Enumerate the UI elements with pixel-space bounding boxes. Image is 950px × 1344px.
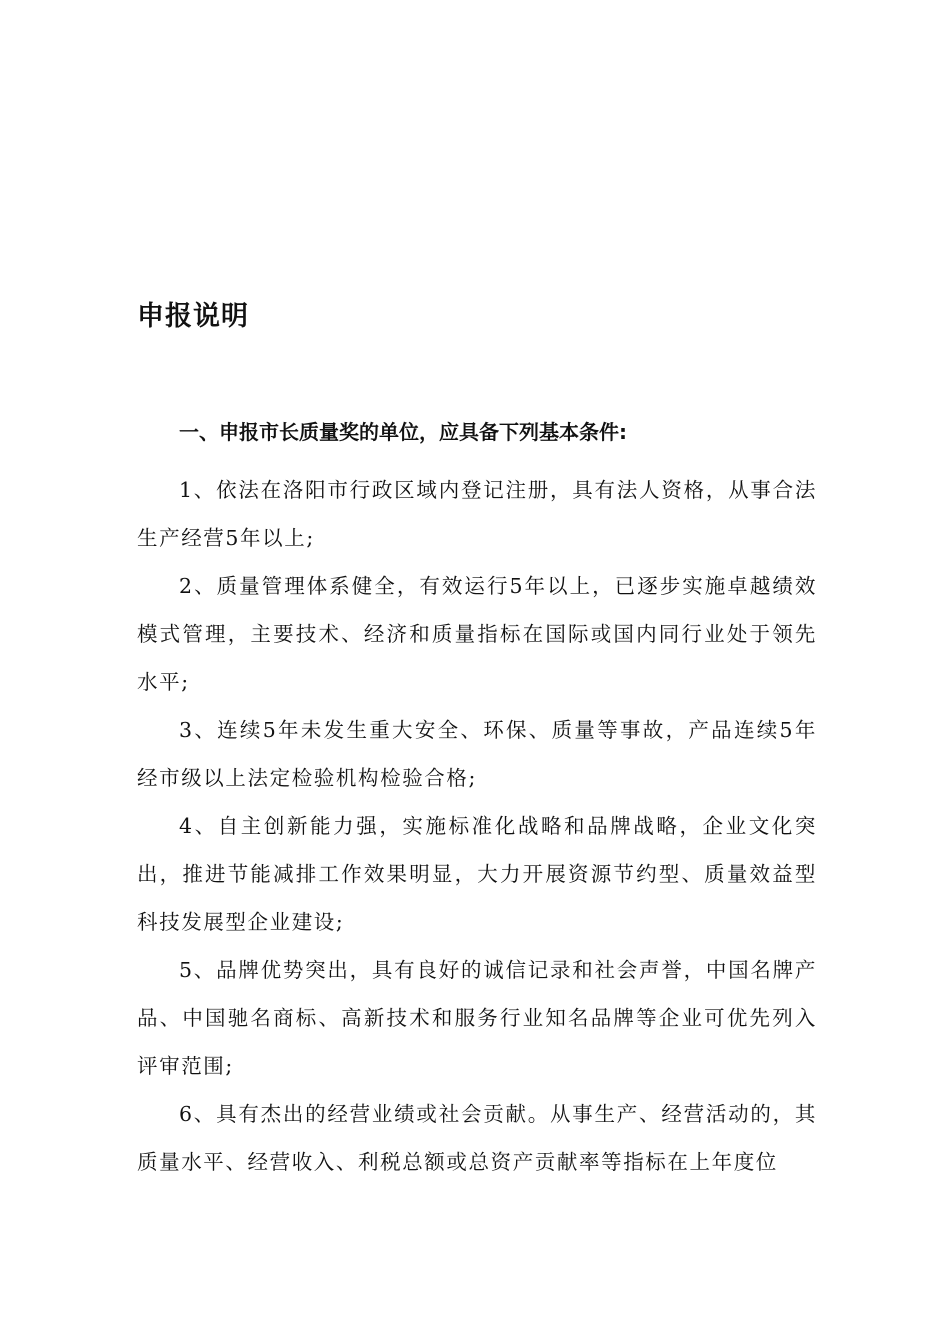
condition-item-4: 4、自主创新能力强，实施标准化战略和品牌战略，企业文化突出，推进节能减排工作效果明显，大力开展资源节约型、质量效益型科技发展型企业建设;	[137, 814, 817, 934]
condition-item-2: 2、质量管理体系健全，有效运行5年以上，已逐步实施卓越绩效模式管理，主要技术、经济和质量指标在国际或国内同行业处于领先水平;	[137, 574, 817, 694]
section-heading: 一、申报市长质量奖的单位，应具备下列基本条件:	[179, 420, 627, 444]
condition-item-1: 1、依法在洛阳市行政区域内登记注册，具有法人资格，从事合法生产经营5年以上;	[137, 478, 817, 550]
condition-item-6: 6、具有杰出的经营业绩或社会贡献。从事生产、经营活动的，其质量水平、经营收入、利税总额或总资产贡献率等指标在上年度位	[137, 1102, 817, 1174]
document-title: 申报说明	[137, 301, 249, 332]
condition-item-5: 5、品牌优势突出，具有良好的诚信记录和社会声誉，中国名牌产品、中国驰名商标、高新技术和服务行业知名品牌等企业可优先列入评审范围;	[137, 958, 817, 1078]
document-body	[137, 420, 817, 1186]
condition-item-3: 3、连续5年未发生重大安全、环保、质量等事故，产品连续5年经市级以上法定检验机构检验合格;	[137, 718, 817, 790]
